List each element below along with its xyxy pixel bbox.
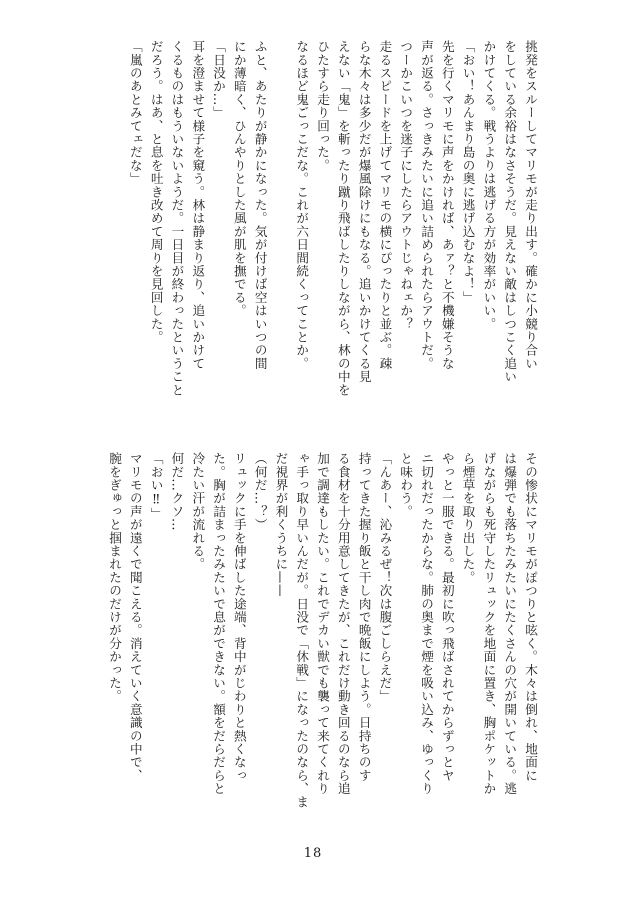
page-number: 18 [303,846,323,861]
text-line: ゃ手っ取り早いんだが。日没で「休戦」になったのなら、ま [294,452,310,809]
text-line: ら煙草を取り出した。 [460,452,476,584]
text-line: 加で調達もしたい。これでデカい獣でも襲って来てくれり [315,452,331,796]
text-line: た。胸が詰まったみたいで息ができない。額をだらだらと [211,452,227,796]
text-line: 「おい！あんまり島の奥に逃げ込むなよ！」 [460,40,476,304]
text-line: ひたすら走り回った。 [315,40,331,172]
text-line: 持ってきた握り飯と干し肉で晩飯にしよう。日持ちのす [356,452,372,782]
text-line: らな木々は多少だが爆風除けにもなる。追いかけてくる見 [356,40,372,384]
text-line: 走るスピードを上げてマリモの横にぴったりと並ぶ。疎 [377,40,393,370]
text-line: 「んあー、沁みるぜ！次は腹ごしらえだ」 [377,452,393,703]
text-block-bottom [70,452,540,842]
text-line: 何だ…クソ… [169,452,185,532]
text-line: リュックに手を伸ばした途端、背中がじわりと熱くなっ [231,452,247,782]
text-line: をしている余裕はなさそうだ。見えない敵はしつこく追い [502,40,518,384]
text-line: にか薄暗く、ひんやりとした風が肌を撫でる。 [231,40,247,318]
text-line: かけてくる。戦うよりは逃げる方が効率がいい。 [481,40,497,331]
text-line: やっと一服できる。最初に吹っ飛ばされてからずっとヤ [439,452,455,782]
text-line: つーかこいつを迷子にしたらアウトじゃねェか？ [398,40,414,331]
text-line: くるものはもういないようだ。一日目が終わったということ [169,40,185,397]
text-line: 挑発をスルーしてマリモが走り出す。確かに小競り合い [523,40,538,370]
text-line: 冷たい汗が流れる。 [190,452,206,571]
text-block-top [70,40,540,430]
text-line: その惨状にマリモがぽつりと呟く。木々は倒れ、地面に [523,452,538,782]
text-line: ニ切れだったからな。肺の奥まで煙を吸い込み、ゆっくり [419,452,435,796]
text-line: マリモの声が遠くで聞こえる。消えていく意識の中で、 [127,452,143,782]
text-line: だろう。はあ、と息を吐き改めて周りを見回した。 [148,40,164,344]
text-line: は爆弾でも落ちたみたいにたくさんの穴が開いている。逃 [502,452,518,796]
text-line: 腕をぎゅっと掴まれたのだけが分かった。 [107,452,123,703]
text-line: る食材を十分用意してきたが、これだけ動き回るのなら追 [335,452,351,796]
text-line: げながらも死守したリュックを地面に置き、胸ポケットか [481,452,497,796]
text-line: 「おい‼」 [148,452,164,521]
text-line: （何だ…？） [252,452,268,532]
text-line: 「日没か…」 [211,40,227,120]
text-line: 耳を澄ませて様子を窺う。林は静まり返り、追いかけて [190,40,206,370]
paragraph-gap [270,40,291,430]
text-line: だ視界が利くうちに—— [273,452,289,598]
text-line: ふと、あたりが静かになった。気が付けば空はいつの間 [252,40,268,370]
text-line: えない「鬼」を斬ったり蹴り飛ばしたりしながら、林の中を [335,40,351,397]
text-line: なるほど鬼ごっこだな。これが六日間続くってことか。 [294,40,310,370]
text-line: 声が返る。さっきみたいに追い詰められたらアウトだ。 [419,40,435,370]
text-line: 先を行くマリモに声をかければ、あァ？と不機嫌そうな [439,40,455,370]
text-line: と味わう。 [398,452,414,518]
text-line: 「嵐のあとみてェだな」 [127,40,143,186]
